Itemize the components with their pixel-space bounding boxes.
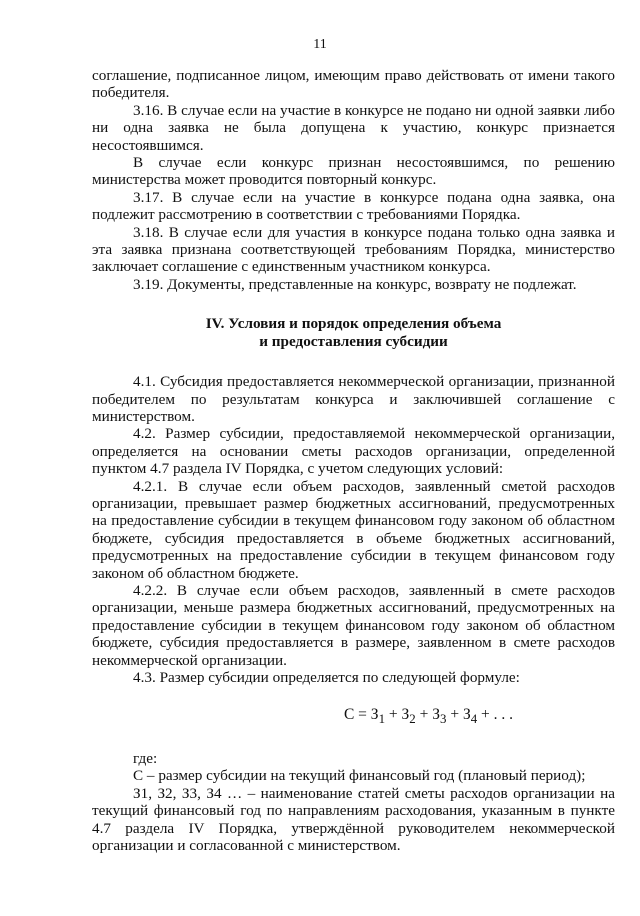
paragraph-4-2-2: 4.2.2. В случае если объем расходов, заявленный в смете расходов организации, меньше размера бюджетных ассигнований, предусмотренных на предоставление субсидии в текущем финансовом году законом об областном бюджете, субсидия предоставляется в размере, заявленном в смете расходов некоммерческой организации. xyxy=(92,581,615,669)
paragraph-3-18: 3.18. В случае если для участия в конкурсе подана только одна заявка и эта заявка признана соответствующей требованиям Порядка, министерство заключает соглашение с единственным участником конкурса. xyxy=(92,223,615,276)
paragraph-4-3: 4.3. Размер субсидии определяется по следующей формуле: xyxy=(133,669,520,686)
paragraph-4-2: 4.2. Размер субсидии, предоставляемой некоммерческой организации, определяется на основании сметы расходов организации, определенной пунктом 4.7 раздела IV Порядка, с учетом следующих условий: xyxy=(92,425,615,478)
definition-z: З1, З2, З3, З4 … – наименование статей сметы расходов организации на текущий финансовый год по направлениям расходования, указанным в пункте 4.7 раздела IV Порядка, утверждённой руководителем некоммерческой организации и согласованной с министерством. xyxy=(92,784,615,854)
definition-c: С – размер субсидии на текущий финансовый год (плановый период); xyxy=(133,767,586,785)
section-heading-line2: и предоставления субсидии xyxy=(259,332,448,350)
section-heading xyxy=(92,315,615,350)
paragraph-3-16: 3.16. В случае если на участие в конкурсе не подано ни одной заявки либо ни одна заявка не была допущена к участию, конкурс признается несостоявшимся. xyxy=(92,101,615,154)
page-number: 11 xyxy=(313,37,327,52)
paragraph-continuation: соглашение, подписанное лицом, имеющим право действовать от имени такого победителя. xyxy=(92,67,615,102)
paragraph-repeat-contest: В случае если конкурс признан несостоявшимся, по решению министерства может проводится повторный конкурс. xyxy=(92,154,615,189)
formula-where: где: xyxy=(133,749,158,767)
paragraph-4-2-1: 4.2.1. В случае если объем расходов, заявленный сметой расходов организации, превышает размер бюджетных ассигнований, предусмотренных на предоставление субсидии в текущем финансовом году законом об областном бюджете, субсидия предоставляется в объеме бюджетных ассигнований, предусмотренных на предоставление субсидии в текущем финансовом году законом об областном бюджете. xyxy=(92,477,615,582)
section-heading-line1: IV. Условия и порядок определения объема xyxy=(205,315,502,333)
subsidy-formula: $С = З_1 + З_2 + З_3 + З_4$ + . . . xyxy=(343,706,514,727)
document-body xyxy=(92,67,615,854)
paragraph-3-17: 3.17. В случае если на участие в конкурсе подана одна заявка, она подлежит рассмотрению в соответствии с требованиями Порядка. xyxy=(92,188,615,224)
paragraph-3-19: 3.19. Документы, представленные на конкурс, возврату не подлежат. xyxy=(133,275,577,293)
paragraph-4-1: 4.1. Субсидия предоставляется некоммерческой организации, признанной победителем по результатам конкурса и заключившей соглашение с министерством. xyxy=(92,373,615,425)
